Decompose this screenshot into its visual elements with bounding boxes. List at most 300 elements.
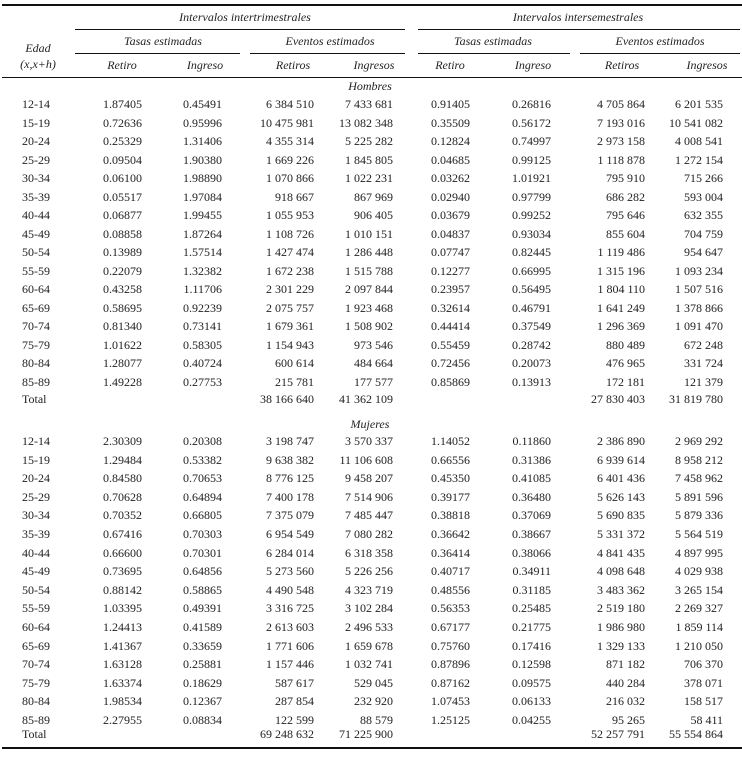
value-cell: 795 910 [606,171,645,186]
value-cell: 3 570 337 [345,434,393,448]
value-cell: 0.64894 [183,489,222,504]
value-cell: 0.03262 [431,171,470,186]
value-cell: 1.25125 [431,713,470,727]
value-cell: 10 541 082 [669,115,723,130]
subgroup-rule [580,53,740,54]
subgroup-header: Eventos estimados [615,34,705,48]
total-row [0,391,742,407]
header-rule [2,77,742,78]
value-cell: 0.70301 [183,545,222,560]
value-cell: 0.37069 [512,508,551,523]
value-cell: 1.01622 [103,337,142,352]
value-cell: 0.93034 [512,226,551,241]
age-group-cell: 25-29 [22,489,50,504]
value-cell: 600 614 [275,356,314,371]
age-group-cell: 60-64 [22,282,50,297]
value-cell: 0.70628 [103,489,142,504]
value-cell: 4 008 541 [675,134,723,149]
value-cell: 11 106 608 [339,452,393,467]
value-cell: 6 939 614 [597,452,645,467]
bottom-rule [2,747,742,749]
value-cell: 0.37549 [512,319,551,334]
value-cell: 1 804 110 [597,282,645,297]
table-row [0,452,742,468]
value-cell: 1 659 678 [345,638,393,653]
value-cell: 1.87264 [183,226,222,241]
value-cell: 69 248 632 [260,727,314,741]
value-cell: 440 284 [606,675,645,690]
value-cell: 1.63374 [103,675,142,690]
value-cell: 867 969 [354,189,393,204]
value-cell: 2 969 292 [675,434,723,448]
value-cell: 1.31406 [183,134,222,149]
value-cell: 0.04255 [512,713,551,727]
value-cell: 4 355 314 [266,134,314,149]
value-cell: 973 546 [354,337,393,352]
value-cell: 1 154 943 [266,337,314,352]
value-cell: 58 411 [690,713,723,727]
value-cell: 0.70352 [103,508,142,523]
value-cell: 6 384 510 [266,97,314,111]
value-cell: 0.09504 [103,152,142,167]
value-cell: 0.41085 [512,471,551,486]
column-header-retiro: Retiro [107,58,137,72]
value-cell: 0.39177 [431,489,470,504]
value-cell: 7 375 079 [266,508,314,523]
table-row [0,619,742,635]
table-row [0,638,742,654]
value-cell: 954 647 [684,245,723,260]
value-cell: 3 102 284 [345,601,393,616]
value-cell: 715 266 [684,171,723,186]
table-row [0,170,742,186]
value-cell: 0.23957 [431,282,470,297]
subgroup-header: Tasas estimadas [124,34,202,48]
value-cell: 4 323 719 [345,582,393,597]
value-cell: 1 679 361 [266,319,314,334]
value-cell: 41 362 109 [339,392,393,406]
value-cell: 7 433 681 [345,97,393,111]
value-cell: 287 854 [275,694,314,709]
value-cell: 906 405 [354,208,393,223]
value-cell: 0.73695 [103,564,142,579]
value-cell: 0.28742 [512,337,551,352]
value-cell: 0.58865 [183,582,222,597]
value-cell: 0.58695 [103,300,142,315]
table-row [0,281,742,297]
value-cell: 215 781 [275,374,314,389]
value-cell: 1 508 902 [345,319,393,334]
table-row [0,337,742,353]
value-cell: 0.25329 [103,134,142,149]
value-cell: 52 257 791 [591,727,645,741]
value-cell: 95 265 [612,713,645,727]
group-rule [75,29,405,30]
value-cell: 0.32614 [431,300,470,315]
value-cell: 8 958 212 [675,452,723,467]
value-cell: 4 705 864 [597,97,645,111]
table-row [0,318,742,334]
value-cell: 0.58305 [183,337,222,352]
value-cell: 0.43258 [103,282,142,297]
age-group-cell: 20-24 [22,134,50,149]
value-cell: 1.01921 [512,171,551,186]
table-row [0,355,742,371]
value-cell: 0.81340 [103,319,142,334]
value-cell: 3 483 362 [597,582,645,597]
age-group-cell: 45-49 [22,564,50,579]
table-row [0,244,742,260]
value-cell: 71 225 900 [339,727,393,741]
value-cell: 1 119 486 [597,245,645,260]
value-cell: 1 771 606 [266,638,314,653]
value-cell: 0.91405 [431,97,470,111]
value-cell: 0.22079 [103,263,142,278]
table-row [0,656,742,672]
table-row [0,507,742,523]
age-group-cell: 35-39 [22,527,50,541]
value-cell: 1 296 369 [597,319,645,334]
age-group-cell: 15-19 [22,452,50,467]
value-cell: 0.99252 [512,208,551,223]
value-cell: 4 098 648 [597,564,645,579]
age-group-cell: 75-79 [22,675,50,690]
value-cell: 7 400 178 [266,489,314,504]
value-cell: 27 830 403 [591,392,645,406]
value-cell: 0.07747 [431,245,470,260]
subgroup-header: Eventos estimados [285,34,375,48]
value-cell: 0.06100 [103,171,142,186]
value-cell: 529 045 [354,675,393,690]
value-cell: 0.97799 [512,189,551,204]
value-cell: 0.05517 [103,189,142,204]
value-cell: 0.55459 [431,337,470,352]
value-cell: 2.27955 [103,713,142,727]
value-cell: 0.64856 [183,564,222,579]
value-cell: 2 973 158 [597,134,645,149]
table-row [0,600,742,616]
value-cell: 5 879 336 [675,508,723,523]
value-cell: 0.41589 [183,620,222,634]
value-cell: 3 265 154 [675,582,723,597]
value-cell: 0.92239 [183,300,222,315]
table-row [0,433,742,449]
value-cell: 918 667 [275,189,314,204]
value-cell: 0.25485 [512,601,551,616]
value-cell: 0.31386 [512,452,551,467]
value-cell: 0.87896 [431,657,470,672]
value-cell: 0.09575 [512,675,551,690]
value-cell: 6 401 436 [597,471,645,486]
value-cell: 0.88142 [103,582,142,597]
group-header-intertrimestrales: Intervalos intertrimestrales [179,10,311,24]
value-cell: 0.66556 [431,452,470,467]
value-cell: 704 759 [684,226,723,241]
age-group-cell: 55-59 [22,263,50,278]
value-cell: 0.66805 [183,508,222,523]
value-cell: 0.38667 [512,527,551,541]
value-cell: 2.30309 [103,434,142,448]
value-cell: 1 010 151 [345,226,393,241]
value-cell: 1 108 726 [266,226,314,241]
value-cell: 0.36414 [431,545,470,560]
value-cell: 1 118 878 [597,152,645,167]
table-row [0,489,742,505]
group-rule [418,29,740,30]
value-cell: 0.06877 [103,208,142,223]
value-cell: 1 022 231 [345,171,393,186]
age-group-cell: 65-69 [22,638,50,653]
value-cell: 0.12367 [183,694,222,709]
value-cell: 0.40717 [431,564,470,579]
value-cell: 0.20073 [512,356,551,371]
value-cell: 1 641 249 [597,300,645,315]
value-cell: 1.97084 [183,189,222,204]
value-cell: 6 954 549 [266,527,314,541]
total-row [0,726,742,742]
value-cell: 0.53382 [183,452,222,467]
value-cell: 0.36480 [512,489,551,504]
column-header-retiros: Retiros [604,58,640,72]
value-cell: 0.26816 [512,97,551,111]
value-cell: 1.41367 [103,638,142,653]
value-cell: 0.38818 [431,508,470,523]
value-cell: 0.95996 [183,115,222,130]
table-row [0,526,742,542]
value-cell: 1 669 226 [266,152,314,167]
value-cell: 593 004 [684,189,723,204]
value-cell: 0.13989 [103,245,142,260]
column-header-ingreso: Ingreso [514,58,552,72]
value-cell: 1 845 805 [345,152,393,167]
value-cell: 331 724 [684,356,723,371]
value-cell: 1 378 866 [675,300,723,315]
value-cell: 3 316 725 [266,601,314,616]
age-group-cell: 40-44 [22,545,50,560]
value-cell: 0.38066 [512,545,551,560]
value-cell: 5 891 596 [675,489,723,504]
table-row [0,96,742,112]
table-row [0,133,742,149]
value-cell: 4 841 435 [597,545,645,560]
value-cell: 0.45350 [431,471,470,486]
value-cell: 1.87405 [103,97,142,111]
value-cell: 6 201 535 [675,97,723,111]
value-cell: 0.20308 [183,434,222,448]
section-label-mujeres: Mujeres [350,417,390,431]
value-cell: 31 819 780 [669,392,723,406]
age-group-cell: 85-89 [22,713,50,727]
value-cell: 0.25881 [183,657,222,672]
table-row [0,545,742,561]
value-cell: 1 329 133 [597,638,645,653]
column-header-retiros: Retiros [275,58,311,72]
age-group-cell: 15-19 [22,115,50,130]
value-cell: 0.45491 [183,97,222,111]
value-cell: 1.99455 [183,208,222,223]
value-cell: 1.03395 [103,601,142,616]
value-cell: 0.44414 [431,319,470,334]
age-group-cell: 55-59 [22,601,50,616]
value-cell: 0.31185 [512,582,551,597]
value-cell: 38 166 640 [260,392,314,406]
column-header-ingresos: Ingresos [686,58,728,72]
value-cell: 55 554 864 [669,727,723,741]
value-cell: 2 613 603 [266,620,314,634]
column-header-retiro: Retiro [435,58,465,72]
table-row [0,207,742,223]
value-cell: 232 920 [354,694,393,709]
table-row [0,300,742,316]
value-cell: 0.87162 [431,675,470,690]
age-group-cell: 80-84 [22,356,50,371]
value-cell: 7 514 906 [345,489,393,504]
age-group-cell: 12-14 [22,97,50,111]
value-cell: 4 490 548 [266,582,314,597]
value-cell: 880 489 [606,337,645,352]
value-cell: 0.67177 [431,620,470,634]
value-cell: 0.70303 [183,527,222,541]
table-row [0,675,742,691]
value-cell: 0.08834 [183,713,222,727]
value-cell: 177 577 [354,374,393,389]
value-cell: 1.14052 [431,434,470,448]
column-header-ingreso: Ingreso [186,58,224,72]
age-group-cell: 70-74 [22,657,50,672]
value-cell: 5 225 282 [345,134,393,149]
value-cell: 2 075 757 [266,300,314,315]
value-cell: 5 226 256 [345,564,393,579]
value-cell: 5 273 560 [266,564,314,579]
subgroup-rule [250,53,405,54]
value-cell: 1 923 468 [345,300,393,315]
value-cell: 6 284 014 [266,545,314,560]
age-group-cell: 30-34 [22,171,50,186]
value-cell: 1 032 741 [345,657,393,672]
value-cell: 0.84580 [103,471,142,486]
group-header-intersemestrales: Intervalos intersemestrales [512,10,644,24]
value-cell: 0.11860 [512,434,551,448]
value-cell: 1.11706 [183,282,222,297]
value-cell: 0.06133 [512,694,551,709]
value-cell: 686 282 [606,189,645,204]
value-cell: 1 427 474 [266,245,314,260]
value-cell: 0.73141 [183,319,222,334]
value-cell: 0.85869 [431,374,470,389]
age-group-cell: 60-64 [22,620,50,634]
value-cell: 1 157 446 [266,657,314,672]
table-row [0,374,742,390]
value-cell: 1 055 953 [266,208,314,223]
value-cell: 0.12277 [431,263,470,278]
value-cell: 0.03679 [431,208,470,223]
age-group-cell: 45-49 [22,226,50,241]
value-cell: 706 370 [684,657,723,672]
table-row [0,582,742,598]
value-cell: 1 091 470 [675,319,723,334]
column-header-ingresos: Ingresos [353,58,395,72]
value-cell: 4 029 938 [675,564,723,579]
value-cell: 2 386 890 [597,434,645,448]
age-group-cell: 25-29 [22,152,50,167]
value-cell: 1.90380 [183,152,222,167]
value-cell: 2 097 844 [345,282,393,297]
value-cell: 0.04837 [431,226,470,241]
age-group-cell: 65-69 [22,300,50,315]
section-label-hombres: Hombres [348,79,392,93]
value-cell: 0.04685 [431,152,470,167]
value-cell: 0.46791 [512,300,551,315]
value-cell: 1 507 516 [675,282,723,297]
value-cell: 0.70653 [183,471,222,486]
value-cell: 1.32382 [183,263,222,278]
table-row [0,563,742,579]
value-cell: 4 897 995 [675,545,723,560]
subgroup-rule [75,53,240,54]
value-cell: 7 458 962 [675,471,723,486]
value-cell: 3 198 747 [266,434,314,448]
value-cell: 0.72456 [431,356,470,371]
value-cell: 672 248 [684,337,723,352]
value-cell: 1 286 448 [345,245,393,260]
value-cell: 0.48556 [431,582,470,597]
table-row [0,693,742,709]
value-cell: 855 604 [606,226,645,241]
age-group-cell: 70-74 [22,319,50,334]
value-cell: 0.67416 [103,527,142,541]
value-cell: 1 672 238 [266,263,314,278]
age-group-cell: Total [22,392,47,406]
value-cell: 0.75760 [431,638,470,653]
value-cell: 0.27753 [183,374,222,389]
edad-subheader: (x,x+h) [20,57,56,71]
value-cell: 1.98534 [103,694,142,709]
value-cell: 0.08858 [103,226,142,241]
value-cell: 0.17416 [512,638,551,653]
value-cell: 7 485 447 [345,508,393,523]
age-group-cell: 20-24 [22,471,50,486]
value-cell: 0.82445 [512,245,551,260]
value-cell: 871 182 [606,657,645,672]
value-cell: 122 599 [275,713,314,727]
value-cell: 1 515 788 [345,263,393,278]
value-cell: 5 331 372 [597,527,645,541]
value-cell: 1 315 196 [597,263,645,278]
value-cell: 1 986 980 [597,620,645,634]
value-cell: 484 664 [354,356,393,371]
value-cell: 0.49391 [183,601,222,616]
value-cell: 0.33659 [183,638,222,653]
value-cell: 0.56172 [512,115,551,130]
value-cell: 0.56495 [512,282,551,297]
value-cell: 7 193 016 [597,115,645,130]
value-cell: 0.12824 [431,134,470,149]
age-group-cell: 30-34 [22,508,50,523]
value-cell: 632 355 [684,208,723,223]
top-rule [2,4,742,6]
age-group-cell: 85-89 [22,374,50,389]
value-cell: 0.21775 [512,620,551,634]
age-group-cell: 12-14 [22,434,50,448]
value-cell: 1 210 050 [675,638,723,653]
age-group-cell: Total [22,727,47,741]
age-group-cell: 35-39 [22,189,50,204]
value-cell: 0.34911 [512,564,551,579]
table-row [0,263,742,279]
value-cell: 0.13913 [512,374,551,389]
table-row [0,189,742,205]
table-row [0,470,742,486]
